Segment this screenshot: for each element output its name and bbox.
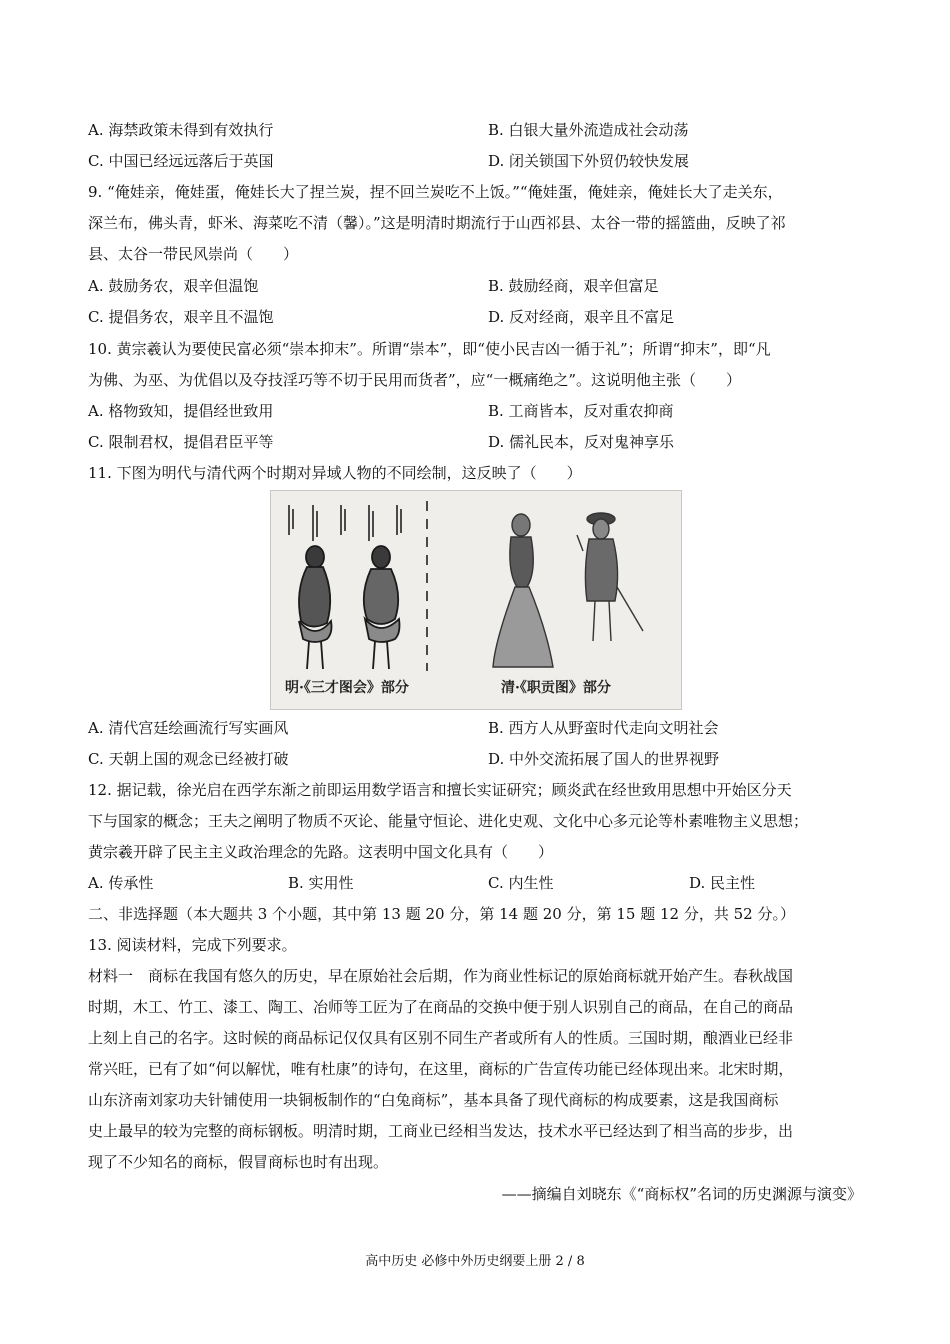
q10-option-a: A. 格物致知，提倡经世致用 bbox=[88, 402, 274, 420]
q11-option-c: C. 天朝上国的观念已经被打破 bbox=[88, 750, 289, 768]
q13-material-line7: 现了不少知名的商标，假冒商标也时有出现。 bbox=[88, 1153, 389, 1171]
section-heading: 二、非选择题（本大题共 3 个小题，其中第 13 题 20 分，第 14 题 20 分，第 15 题 12 分，共 52 分。） bbox=[88, 905, 795, 923]
q11-stem: 11. 下图为明代与清代两个时期对异域人物的不同绘制，这反映了（ ） bbox=[88, 464, 582, 482]
q12-option-c: C. 内生性 bbox=[488, 874, 554, 892]
q12-option-a: A. 传承性 bbox=[88, 874, 154, 892]
q10-option-c: C. 限制君权，提倡君臣平等 bbox=[88, 433, 274, 451]
q10-stem-line2: 为佛、为巫、为优倡以及夺技淫巧等不切于民用而货者”，应“一概痛绝之”。这说明他主张（ ） bbox=[88, 371, 742, 389]
q13-material-line6: 史上最早的较为完整的商标钢板。明清时期，工商业已经相当发达，技术水平已经达到了相当高的步步，出 bbox=[88, 1122, 794, 1140]
q11-caption-ming: 明·《三才图会》部分 bbox=[285, 680, 409, 696]
q13-material-line4: 常兴旺，已有了如“何以解忧，唯有杜康”的诗句，在这里，商标的广告宣传功能已经体现出来。北宋时期， bbox=[88, 1060, 794, 1078]
q9-stem-line3: 县、太谷一带民风崇尚（ ） bbox=[88, 245, 299, 263]
page-footer: 高中历史 必修中外历史纲要上册 2 / 8 bbox=[365, 1254, 585, 1269]
q12-stem-line2: 下与国家的概念；王夫之阐明了物质不灭论、能量守恒论、进化史观、文化中心多元论等朴素唯物主义思想； bbox=[88, 812, 809, 830]
q13-material-line5: 山东济南刘家功夫针铺使用一块铜板制作的“白兔商标”，基本具备了现代商标的构成要素，这是我国商标 bbox=[88, 1091, 779, 1109]
q10-option-d: D. 儒礼民本，反对鬼神享乐 bbox=[488, 433, 675, 451]
q8-option-d: D. 闭关锁国下外贸仍较快发展 bbox=[488, 152, 690, 170]
q8-option-c: C. 中国已经远远落后于英国 bbox=[88, 152, 274, 170]
q12-option-d: D. 民主性 bbox=[689, 874, 756, 892]
q8-option-a: A. 海禁政策未得到有效执行 bbox=[88, 121, 274, 139]
q11-option-d: D. 中外交流拓展了国人的世界视野 bbox=[488, 750, 720, 768]
q9-stem-line1: 9. “俺娃亲，俺娃蛋，俺娃长大了捏兰炭，捏不回兰炭吃不上饭。”“俺娃蛋，俺娃亲，俺娃长大了走关东， bbox=[88, 183, 783, 201]
q8-option-b: B. 白银大量外流造成社会动荡 bbox=[488, 121, 689, 139]
q9-option-d: D. 反对经商，艰辛且不富足 bbox=[488, 308, 675, 326]
q13-source: ——摘编自刘晓东《“商标权”名词的历史渊源与演变》 bbox=[501, 1185, 862, 1203]
q10-stem-line1: 10. 黄宗羲认为要使民富必须“崇本抑末”。所谓“崇本”，即“使小民吉凶一循于礼”；所谓“抑末”，即“凡 bbox=[88, 340, 771, 358]
q11-illustration bbox=[270, 490, 682, 710]
q13-material-line1: 材料一 商标在我国有悠久的历史，早在原始社会后期，作为商业性标记的原始商标就开始产生。春秋战国 bbox=[88, 967, 794, 985]
q11-option-b: B. 西方人从野蛮时代走向文明社会 bbox=[488, 719, 719, 737]
q11-caption-qing: 清·《职贡图》部分 bbox=[501, 680, 611, 696]
q13-material-line3: 上刻上自己的名字。这时候的商品标记仅仅具有区别不同生产者或所有人的性质。三国时期，酿酒业已经非 bbox=[88, 1029, 794, 1047]
q13-material-line2: 时期，木工、竹工、漆工、陶工、冶师等工匠为了在商品的交换中便于别人识别自己的商品，在自己的商品 bbox=[88, 998, 794, 1016]
q9-option-b: B. 鼓励经商，艰辛但富足 bbox=[488, 277, 659, 295]
q12-option-b: B. 实用性 bbox=[288, 874, 354, 892]
q11-option-a: A. 清代宫廷绘画流行写实画风 bbox=[88, 719, 289, 737]
q9-stem-line2: 深兰布，佛头青，虾米、海菜吃不清（馨）。”这是明清时期流行于山西祁县、太谷一带的摇篮曲，反映了祁 bbox=[88, 214, 786, 232]
q12-stem-line3: 黄宗羲开辟了民主主义政治理念的先路。这表明中国文化具有（ ） bbox=[88, 843, 554, 861]
q12-stem-line1: 12. 据记载，徐光启在西学东渐之前即运用数学语言和擅长实证研究；顾炎武在经世致用思想中开始区分天 bbox=[88, 781, 792, 799]
q13-stem: 13. 阅读材料，完成下列要求。 bbox=[88, 936, 297, 954]
q9-option-a: A. 鼓励务农，艰辛但温饱 bbox=[88, 277, 259, 295]
q10-option-b: B. 工商皆本，反对重农抑商 bbox=[488, 402, 674, 420]
q9-option-c: C. 提倡务农，艰辛且不温饱 bbox=[88, 308, 274, 326]
